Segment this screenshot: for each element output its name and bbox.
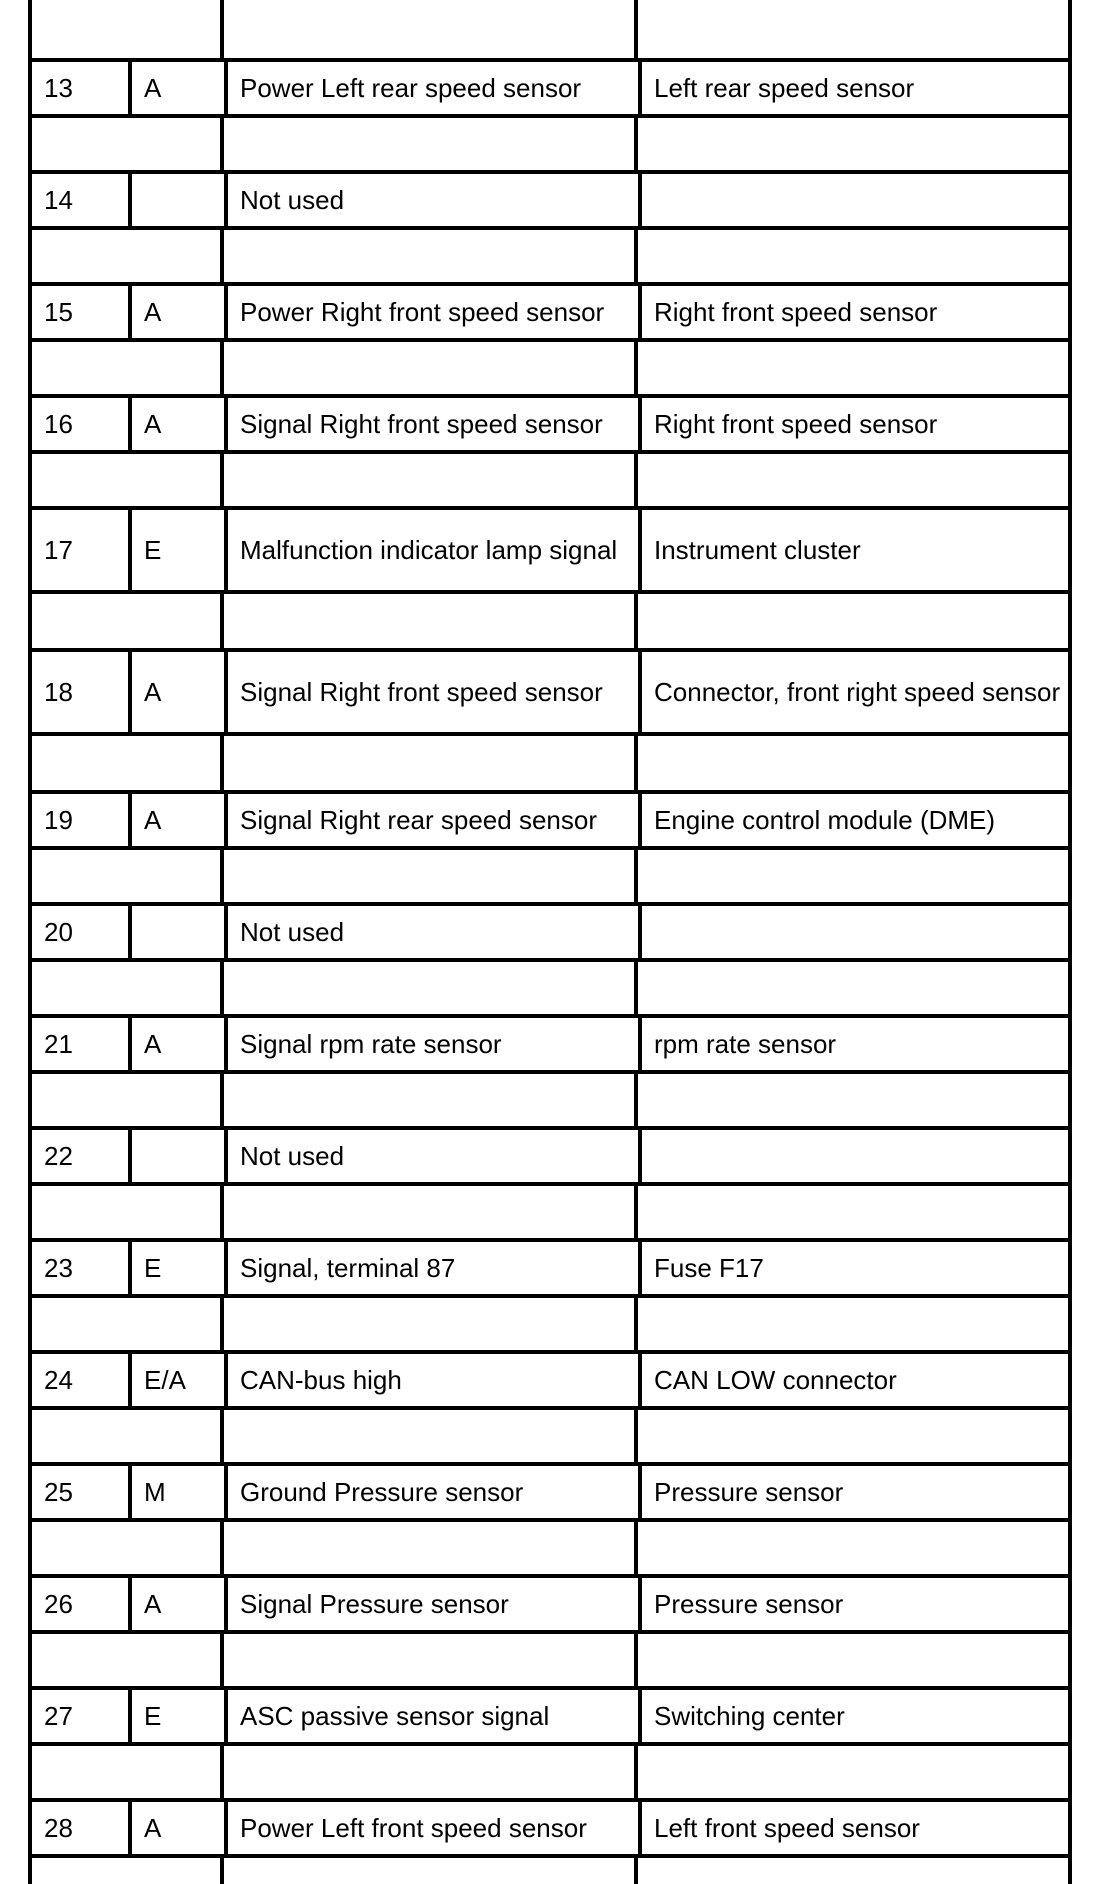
table-row: [32, 58, 1068, 118]
pin-number-cell: 22: [44, 1140, 73, 1171]
signal-type-cell: A: [128, 62, 224, 114]
column-divider: [634, 1298, 638, 1350]
description-cell: Signal Right front speed sensor: [224, 652, 638, 732]
table-row: [32, 1350, 1068, 1410]
signal-type-cell: A: [128, 1802, 224, 1854]
column-divider: [634, 454, 638, 506]
signal-type-cell: M: [128, 1466, 224, 1518]
table-spacer-row: [32, 1746, 1068, 1798]
table-row: [32, 394, 1068, 454]
table-spacer-row: [32, 118, 1068, 170]
pin-number-cell: 27: [44, 1700, 73, 1731]
connection-cell: CAN LOW connector: [638, 1354, 1068, 1406]
signal-type-cell: A: [128, 1578, 224, 1630]
pin-number-cell: 15: [44, 296, 73, 327]
pin-number-cell: 18: [44, 676, 73, 707]
column-divider: [220, 1634, 224, 1686]
signal-type-cell: A: [128, 1018, 224, 1070]
column-divider: [220, 0, 224, 58]
table-row: [32, 1238, 1068, 1298]
signal-type-cell: A: [128, 398, 224, 450]
pin-number-cell: 26: [44, 1588, 73, 1619]
connection-cell: [638, 174, 1068, 226]
column-divider: [220, 1858, 224, 1884]
table-row: [32, 902, 1068, 962]
column-divider: [634, 1634, 638, 1686]
pin-number-cell: 20: [44, 916, 73, 947]
table-row: [32, 1574, 1068, 1634]
signal-type-cell: A: [128, 286, 224, 338]
connection-cell: Left front speed sensor: [638, 1802, 1068, 1854]
column-divider: [634, 0, 638, 58]
connection-cell: Instrument cluster: [638, 510, 1068, 590]
connection-cell: Fuse F17: [638, 1242, 1068, 1294]
table-row: [32, 506, 1068, 594]
column-divider: [220, 1186, 224, 1238]
column-divider: [220, 1074, 224, 1126]
description-cell: Signal Right rear speed sensor: [224, 794, 638, 846]
description-cell: Signal Right front speed sensor: [224, 398, 638, 450]
connection-cell: Right front speed sensor: [638, 398, 1068, 450]
pin-number-cell: 13: [44, 72, 73, 103]
column-divider: [634, 1186, 638, 1238]
table-row: [32, 1798, 1068, 1858]
table-row: [32, 648, 1068, 736]
table-spacer-row: [32, 454, 1068, 506]
table-spacer-row: [32, 0, 1068, 58]
column-divider: [220, 1410, 224, 1462]
table-row: [32, 282, 1068, 342]
table-spacer-row: [32, 850, 1068, 902]
connection-cell: [638, 906, 1068, 958]
column-divider: [634, 230, 638, 282]
table-spacer-row: [32, 1522, 1068, 1574]
column-divider: [220, 118, 224, 170]
column-divider: [220, 1522, 224, 1574]
description-cell: Signal Pressure sensor: [224, 1578, 638, 1630]
pin-number-cell: 28: [44, 1812, 73, 1843]
column-divider: [220, 850, 224, 902]
description-cell: CAN-bus high: [224, 1354, 638, 1406]
column-divider: [634, 342, 638, 394]
table-row: [32, 1462, 1068, 1522]
connection-cell: Pressure sensor: [638, 1578, 1068, 1630]
signal-type-cell: E: [128, 1690, 224, 1742]
column-divider: [220, 230, 224, 282]
table-row: [32, 1014, 1068, 1074]
description-cell: Signal, terminal 87: [224, 1242, 638, 1294]
column-divider: [220, 1298, 224, 1350]
column-divider: [634, 1522, 638, 1574]
table-spacer-row: [32, 962, 1068, 1014]
description-cell: Power Right front speed sensor: [224, 286, 638, 338]
connection-cell: Switching center: [638, 1690, 1068, 1742]
description-cell: ASC passive sensor signal: [224, 1690, 638, 1742]
description-cell: Signal rpm rate sensor: [224, 1018, 638, 1070]
column-divider: [220, 454, 224, 506]
description-cell: Ground Pressure sensor: [224, 1466, 638, 1518]
column-divider: [634, 118, 638, 170]
pin-number-cell: 23: [44, 1252, 73, 1283]
pin-assignment-table: [28, 0, 1072, 1884]
description-cell: Malfunction indicator lamp signal: [224, 510, 638, 590]
description-cell: Power Left rear speed sensor: [224, 62, 638, 114]
pin-number-cell: 25: [44, 1476, 73, 1507]
connection-cell: Left rear speed sensor: [638, 62, 1068, 114]
table-spacer-row: [32, 342, 1068, 394]
table-spacer-row: [32, 1298, 1068, 1350]
column-divider: [634, 962, 638, 1014]
connection-cell: rpm rate sensor: [638, 1018, 1068, 1070]
column-divider: [634, 1858, 638, 1884]
column-divider: [634, 1410, 638, 1462]
connection-cell: [638, 1130, 1068, 1182]
pin-number-cell: 16: [44, 408, 73, 439]
table-spacer-row: [32, 594, 1068, 648]
column-divider: [634, 1746, 638, 1798]
signal-type-cell: E/A: [128, 1354, 224, 1406]
table-row: [32, 1686, 1068, 1746]
column-divider: [220, 594, 224, 648]
column-divider: [634, 1074, 638, 1126]
table-row: [32, 1126, 1068, 1186]
pin-number-cell: 19: [44, 804, 73, 835]
connection-cell: Connector, front right speed sensor: [638, 652, 1068, 732]
table-spacer-row: [32, 736, 1068, 790]
table-spacer-row: [32, 1186, 1068, 1238]
column-divider: [634, 850, 638, 902]
signal-type-cell: E: [128, 1242, 224, 1294]
signal-type-cell: [128, 906, 224, 958]
column-divider: [220, 342, 224, 394]
table-spacer-row: [32, 1634, 1068, 1686]
column-divider: [220, 962, 224, 1014]
pin-number-cell: 21: [44, 1028, 73, 1059]
connection-cell: Engine control module (DME): [638, 794, 1068, 846]
signal-type-cell: [128, 174, 224, 226]
description-cell: Not used: [224, 906, 638, 958]
pin-number-cell: 14: [44, 184, 73, 215]
column-divider: [220, 736, 224, 790]
description-cell: Power Left front speed sensor: [224, 1802, 638, 1854]
pin-number-cell: 24: [44, 1364, 73, 1395]
signal-type-cell: [128, 1130, 224, 1182]
column-divider: [634, 594, 638, 648]
table-row: [32, 170, 1068, 230]
description-cell: Not used: [224, 174, 638, 226]
connection-cell: Pressure sensor: [638, 1466, 1068, 1518]
table-spacer-row: [32, 1858, 1068, 1884]
table-spacer-row: [32, 230, 1068, 282]
column-divider: [634, 736, 638, 790]
signal-type-cell: A: [128, 652, 224, 732]
table-spacer-row: [32, 1410, 1068, 1462]
table-row: [32, 790, 1068, 850]
pin-number-cell: 17: [44, 534, 73, 565]
signal-type-cell: A: [128, 794, 224, 846]
table-spacer-row: [32, 1074, 1068, 1126]
column-divider: [220, 1746, 224, 1798]
connection-cell: Right front speed sensor: [638, 286, 1068, 338]
description-cell: Not used: [224, 1130, 638, 1182]
signal-type-cell: E: [128, 510, 224, 590]
